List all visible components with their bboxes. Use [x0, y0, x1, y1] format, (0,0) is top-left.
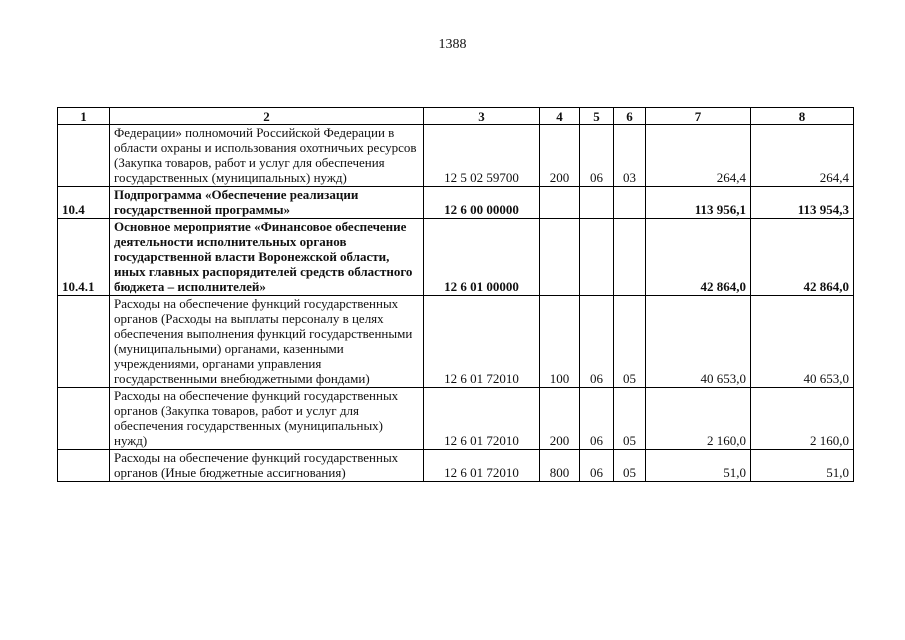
row-target-article: 12 6 01 72010 — [424, 296, 540, 388]
row-amount-col8: 113 954,3 — [751, 187, 854, 219]
row-name: Федерации» полномочий Российской Федерации в области охраны и использования охотничьих ресурсов (Закупка товаров, работ и услуг для обеспечения государственных (муниципальных) нужд) — [110, 125, 424, 187]
row-name: Расходы на обеспечение функций государственных органов (Иные бюджетные ассигнования) — [110, 450, 424, 482]
row-target-article: 12 6 00 00000 — [424, 187, 540, 219]
row-amount-col8: 51,0 — [751, 450, 854, 482]
row-number — [58, 388, 110, 450]
row-expense-type — [540, 219, 580, 296]
row-amount-col8: 42 864,0 — [751, 219, 854, 296]
row-target-article: 12 6 01 00000 — [424, 219, 540, 296]
row-expense-type: 800 — [540, 450, 580, 482]
row-expense-type: 100 — [540, 296, 580, 388]
header-cell-8: 8 — [751, 108, 854, 125]
header-row — [58, 108, 854, 125]
row-expense-type — [540, 187, 580, 219]
row-expense-type: 200 — [540, 125, 580, 187]
row-expense-type: 200 — [540, 388, 580, 450]
row-number — [58, 296, 110, 388]
header-cell-7: 7 — [646, 108, 751, 125]
row-amount-col7: 264,4 — [646, 125, 751, 187]
row-amount-col8: 264,4 — [751, 125, 854, 187]
row-amount-col7: 42 864,0 — [646, 219, 751, 296]
row-amount-col7: 51,0 — [646, 450, 751, 482]
row-name: Расходы на обеспечение функций государственных органов (Расходы на выплаты персоналу в целях обеспечения выполнения функций государственными (муниципальными) органами, казенными учреждениями, органами управления государственными внебюджетными фондами) — [110, 296, 424, 388]
row-number: 10.4 — [58, 187, 110, 219]
table-row — [58, 450, 854, 482]
row-amount-col7: 113 956,1 — [646, 187, 751, 219]
header-cell-1: 1 — [58, 108, 110, 125]
row-target-article: 12 6 01 72010 — [424, 450, 540, 482]
row-subsection — [614, 219, 646, 296]
row-amount-col8: 2 160,0 — [751, 388, 854, 450]
row-section: 06 — [580, 388, 614, 450]
row-target-article: 12 6 01 72010 — [424, 388, 540, 450]
row-number: 10.4.1 — [58, 219, 110, 296]
header-cell-6: 6 — [614, 108, 646, 125]
row-section — [580, 187, 614, 219]
header-cell-4: 4 — [540, 108, 580, 125]
row-subsection: 05 — [614, 388, 646, 450]
row-target-article: 12 5 02 59700 — [424, 125, 540, 187]
table-row — [58, 296, 854, 388]
row-amount-col7: 2 160,0 — [646, 388, 751, 450]
header-cell-5: 5 — [580, 108, 614, 125]
table-row — [58, 125, 854, 187]
budget-table — [57, 107, 854, 482]
row-name: Расходы на обеспечение функций государственных органов (Закупка товаров, работ и услуг для обеспечения государственных (муниципальных) нужд) — [110, 388, 424, 450]
table-row — [58, 219, 854, 296]
row-section: 06 — [580, 450, 614, 482]
row-number — [58, 125, 110, 187]
header-cell-3: 3 — [424, 108, 540, 125]
row-section: 06 — [580, 296, 614, 388]
row-name: Подпрограмма «Обеспечение реализации государственной программы» — [110, 187, 424, 219]
row-subsection — [614, 187, 646, 219]
row-subsection: 03 — [614, 125, 646, 187]
header-cell-2: 2 — [110, 108, 424, 125]
table-row — [58, 187, 854, 219]
row-subsection: 05 — [614, 296, 646, 388]
page-number: 1388 — [438, 37, 467, 52]
row-amount-col7: 40 653,0 — [646, 296, 751, 388]
row-number — [58, 450, 110, 482]
table-row — [58, 388, 854, 450]
row-subsection: 05 — [614, 450, 646, 482]
row-section — [580, 219, 614, 296]
row-name: Основное мероприятие «Финансовое обеспечение деятельности исполнительных органов государственной власти Воронежской области, иных главных распорядителей средств областного бюджета – исполнителей» — [110, 219, 424, 296]
row-section: 06 — [580, 125, 614, 187]
row-amount-col8: 40 653,0 — [751, 296, 854, 388]
